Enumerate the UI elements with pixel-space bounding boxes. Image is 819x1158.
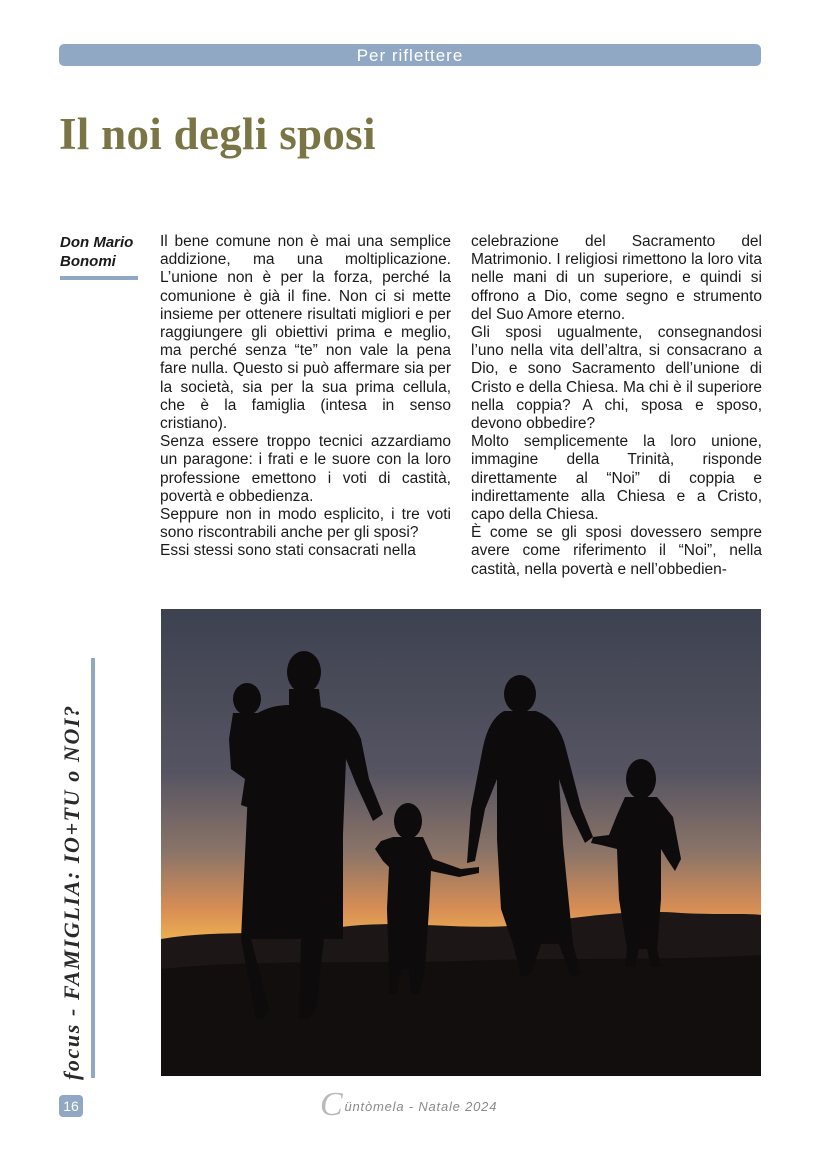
article-title: Il noi degli sposi [59, 109, 376, 159]
paragraph: Essi stessi sono stati consacrati nella [160, 542, 416, 560]
magazine-footer [320, 1086, 497, 1124]
paragraph: Molto semplicemente la loro unione, immagine della Trinità, risponde direttamente al “Noi” di coppia e indirettamente alla Chiesa e a Cristo, capo della Chiesa. [471, 433, 762, 524]
text-column-2 [471, 233, 762, 579]
sidebar-focus-label: focus - FAMIGLIA: IO+TU o NOI? [59, 704, 84, 1080]
paragraph: celebrazione del Sacramento del Matrimonio. I religiosi rimettono la loro vita nelle mani di un superiore, e quindi si offrono a Dio, come segno e strumento del Suo Amore eterno. [471, 233, 762, 323]
magazine-initial: C [320, 1086, 344, 1123]
magazine-issue: üntòmela - Natale 2024 [344, 1099, 498, 1114]
family-silhouette-photo [161, 609, 761, 1076]
paragraph: Senza essere troppo tecnici azzardiamo un paragone: i frati e le suore con la loro professione emettono i voti di castità, povertà e obbedienza. [160, 433, 451, 505]
paragraph: Il bene comune non è mai una semplice addizione, ma una moltiplicazione. L’unione non è per la forza, perché la comunione è già il fine. Non ci si mette insieme per ottenere risultati migliori e per raggiungere gli obiettivi prima e meglio, ma perché senza “te” non vale la pena fare nulla. Questo si può affermare sia per la società, sia per la sua prima cellula, che è la famiglia (intesa in senso cristiano). [160, 233, 451, 433]
sidebar-accent-line [91, 658, 95, 1078]
author-divider [60, 276, 138, 280]
section-banner [59, 44, 761, 66]
paragraph: Seppure non in modo esplicito, i tre voti sono riscontrabili anche per gli sposi? [160, 506, 451, 542]
paragraph: È come se gli sposi dovessero sempre avere come riferimento il “Noi”, nella castità, nella povertà e nell’obbedien- [471, 524, 762, 578]
paragraph: Gli sposi ugualmente, consegnandosi l’uno nella vita dell’altra, si consacrano a Dio, e sono Sacramento dell’unione di Cristo e della Chiesa. Ma chi è il superiore nella coppia? A chi, sposa e sposo, devono obbedire? [471, 324, 762, 433]
text-column-1 [160, 233, 451, 561]
page-number: 16 [59, 1095, 83, 1117]
section-label: Per riflettere [356, 46, 464, 65]
author-name: Don Mario Bonomi [60, 234, 134, 270]
